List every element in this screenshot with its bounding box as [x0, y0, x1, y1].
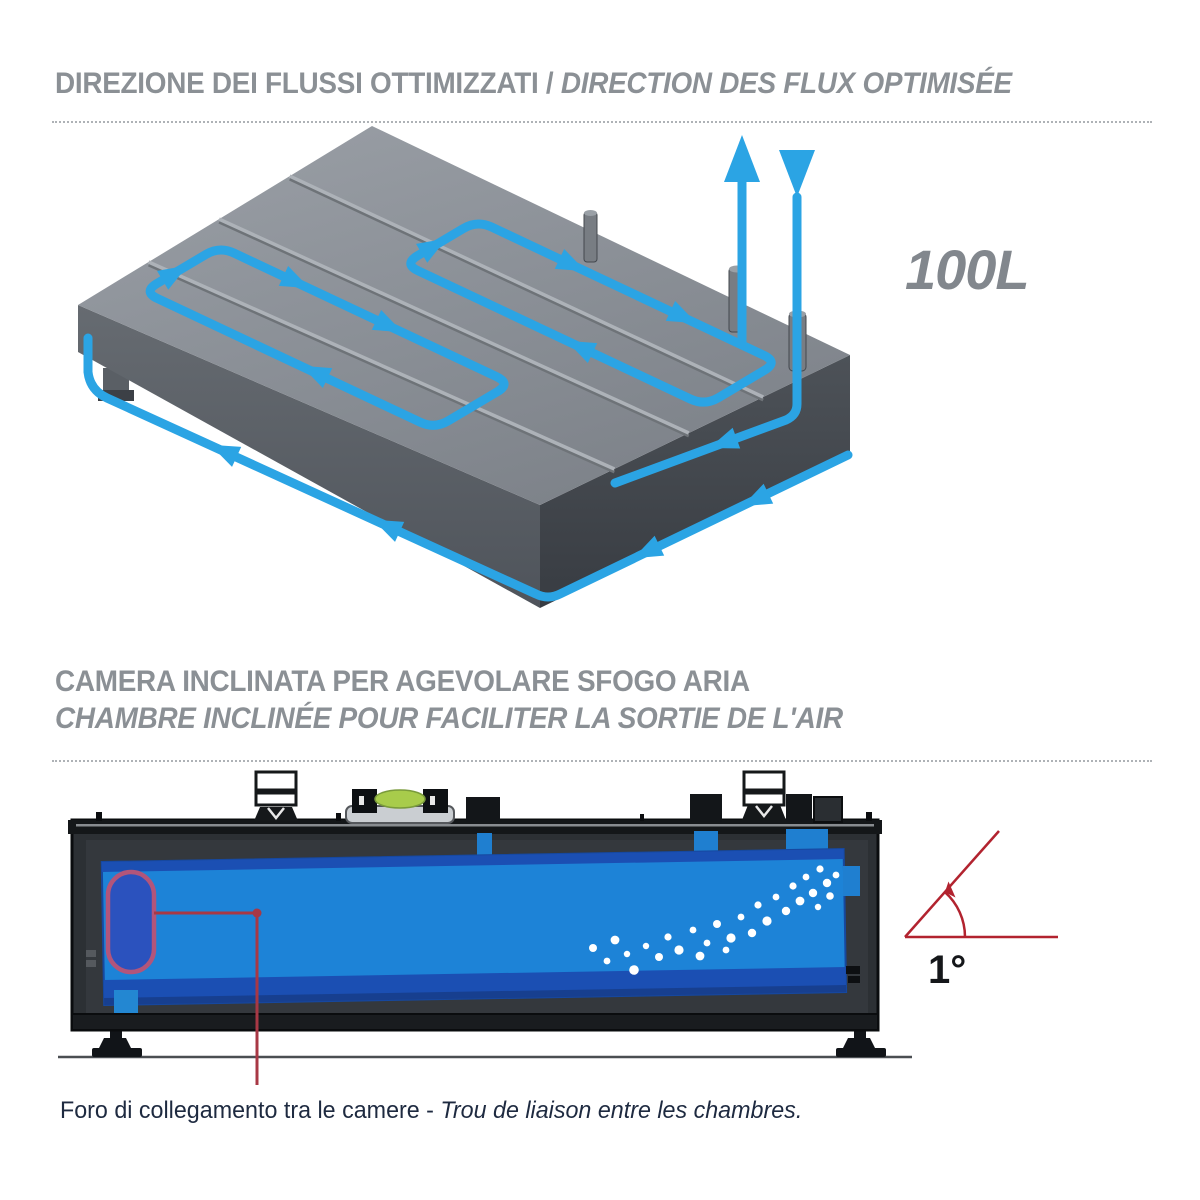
- angle-label: 1°: [928, 948, 967, 992]
- title-chamber-italian: CAMERA INCLINATA PER AGEVOLARE SFOGO ARIA: [55, 665, 750, 698]
- tank-3d-svg: [60, 120, 1160, 630]
- chamber-diagram: [55, 760, 1165, 1095]
- flow-arrow-up-icon: [724, 135, 760, 182]
- bottom-skid: [72, 1014, 878, 1030]
- water-chamber: [102, 849, 846, 1005]
- mounting-bracket-left: [254, 772, 298, 821]
- caption-separator: -: [419, 1097, 441, 1124]
- section-flows-title: [55, 67, 1012, 101]
- title-flows-french: DIRECTION DES FLUX OPTIMISÉE: [560, 67, 1012, 100]
- leader-dot: [253, 909, 262, 918]
- caption-italian: Foro di collegamento tra le camere: [60, 1097, 420, 1124]
- spirit-level: [346, 789, 454, 823]
- title-flows-separator: /: [538, 67, 561, 100]
- title-flows-italian: DIREZIONE DEI FLUSSI OTTIMIZZATI: [55, 67, 539, 100]
- connection-hole: [108, 872, 154, 972]
- fitting-block-b: [786, 794, 812, 822]
- top-fittings: [96, 772, 872, 823]
- flow-arrow-down-icon: [779, 150, 815, 197]
- caption: [60, 1097, 802, 1125]
- fitting-block-c: [814, 797, 842, 822]
- right-outlet-tab: [843, 866, 860, 896]
- tank-side-view: [68, 820, 882, 1030]
- level-vial: [375, 790, 425, 808]
- left-wall-tick-1: [86, 950, 96, 957]
- section-chamber-title: [55, 663, 843, 737]
- right-notch-upper: [846, 966, 860, 974]
- tank-top-rim: [68, 820, 882, 834]
- title-chamber-french: CHAMBRE INCLINÉE POUR FACILITER LA SORTIE DE L'AIR: [55, 702, 843, 735]
- tank-rim-highlight: [76, 824, 874, 827]
- left-wall-tick-2: [86, 960, 96, 967]
- filler-cap: [466, 797, 500, 822]
- ground-and-feet: [58, 1030, 912, 1057]
- tank-side-svg: [55, 760, 1165, 1095]
- tank-3d: [78, 126, 850, 608]
- flow-diagram: [60, 120, 1160, 630]
- capacity-label: 100L: [905, 238, 1029, 301]
- mounting-bracket-right: [742, 772, 786, 820]
- right-foot: [836, 1030, 886, 1057]
- left-foot: [92, 1030, 142, 1057]
- right-notch-lower: [848, 976, 860, 983]
- fitting-block-a: [690, 794, 722, 822]
- angle-indicator-icon: [905, 831, 1058, 937]
- caption-french: Trou de liaison entre les chambres.: [440, 1097, 803, 1124]
